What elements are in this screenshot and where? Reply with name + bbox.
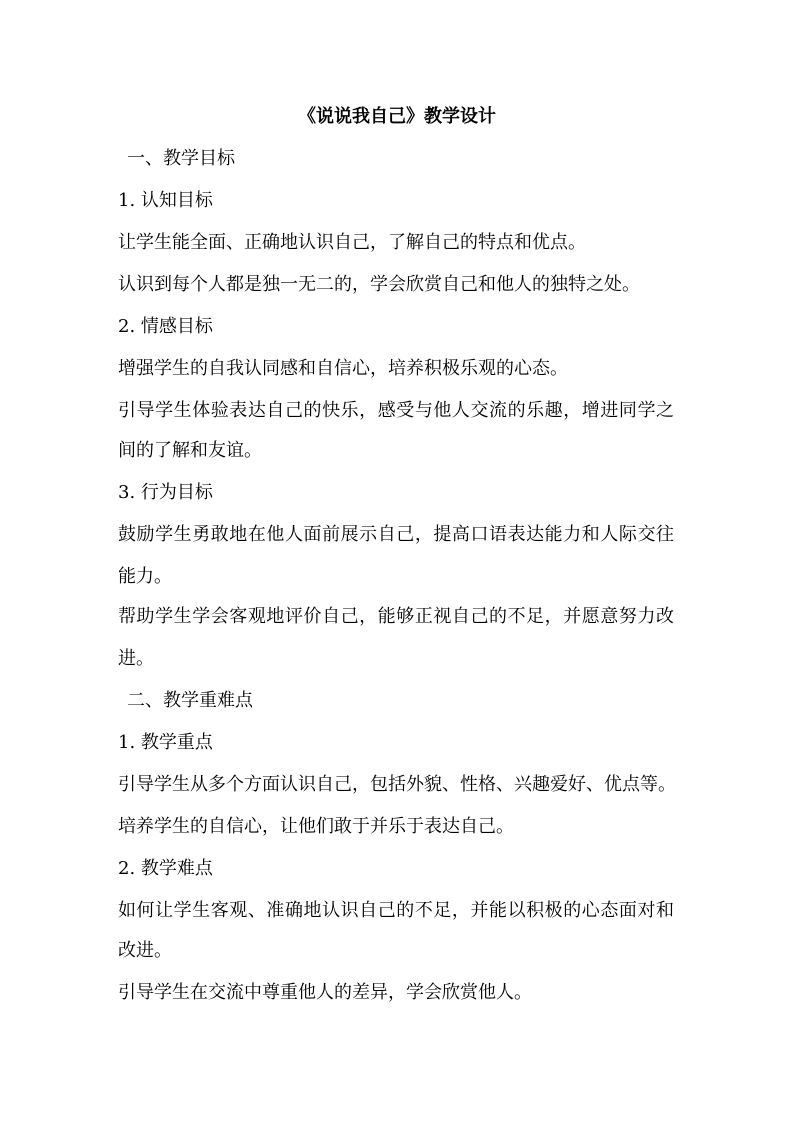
paragraph-behavior-2-line-1: 帮助学生学会客观地评价自己，能够正视自己的不足，并愿意努力改 — [118, 606, 674, 627]
paragraph-key-points-1: 引导学生从多个方面认识自己，包括外貌、性格、兴趣爱好、优点等。 — [118, 774, 676, 795]
document-title: 《说说我自己》教学设计 — [298, 106, 496, 127]
subheading-behavior-goals: 3. 行为目标 — [118, 482, 213, 503]
paragraph-behavior-1-line-1: 鼓励学生勇敢地在他人面前展示自己，提高口语表达能力和人际交往 — [118, 524, 674, 545]
subheading-emotional-goals: 2. 情感目标 — [118, 316, 213, 337]
paragraph-emotional-2-line-2: 间的了解和友谊。 — [118, 440, 262, 461]
paragraph-key-points-2: 培养学生的自信心，让他们敢于并乐于表达自己。 — [118, 816, 514, 837]
paragraph-behavior-2-line-2: 进。 — [118, 648, 154, 669]
section-heading-teaching-goals: 一、教学目标 — [127, 148, 235, 169]
subheading-cognitive-goals: 1. 认知目标 — [118, 190, 213, 211]
subheading-difficult-points: 2. 教学难点 — [118, 858, 213, 879]
paragraph-difficult-points-1-line-2: 改进。 — [118, 940, 172, 961]
paragraph-difficult-points-2: 引导学生在交流中尊重他人的差异，学会欣赏他人。 — [118, 982, 532, 1003]
paragraph-emotional-1: 增强学生的自我认同感和自信心，培养积极乐观的心态。 — [118, 358, 568, 379]
paragraph-emotional-2-line-1: 引导学生体验表达自己的快乐，感受与他人交流的乐趣，增进同学之 — [118, 400, 674, 421]
paragraph-cognitive-2: 认识到每个人都是独一无二的，学会欣赏自己和他人的独特之处。 — [118, 274, 640, 295]
subheading-key-points: 1. 教学重点 — [118, 732, 213, 753]
section-heading-key-difficult-points: 二、教学重难点 — [127, 690, 253, 711]
paragraph-behavior-1-line-2: 能力。 — [118, 566, 172, 587]
paragraph-cognitive-1: 让学生能全面、正确地认识自己，了解自己的特点和优点。 — [118, 232, 586, 253]
paragraph-difficult-points-1-line-1: 如何让学生客观、准确地认识自己的不足，并能以积极的心态面对和 — [118, 900, 674, 921]
